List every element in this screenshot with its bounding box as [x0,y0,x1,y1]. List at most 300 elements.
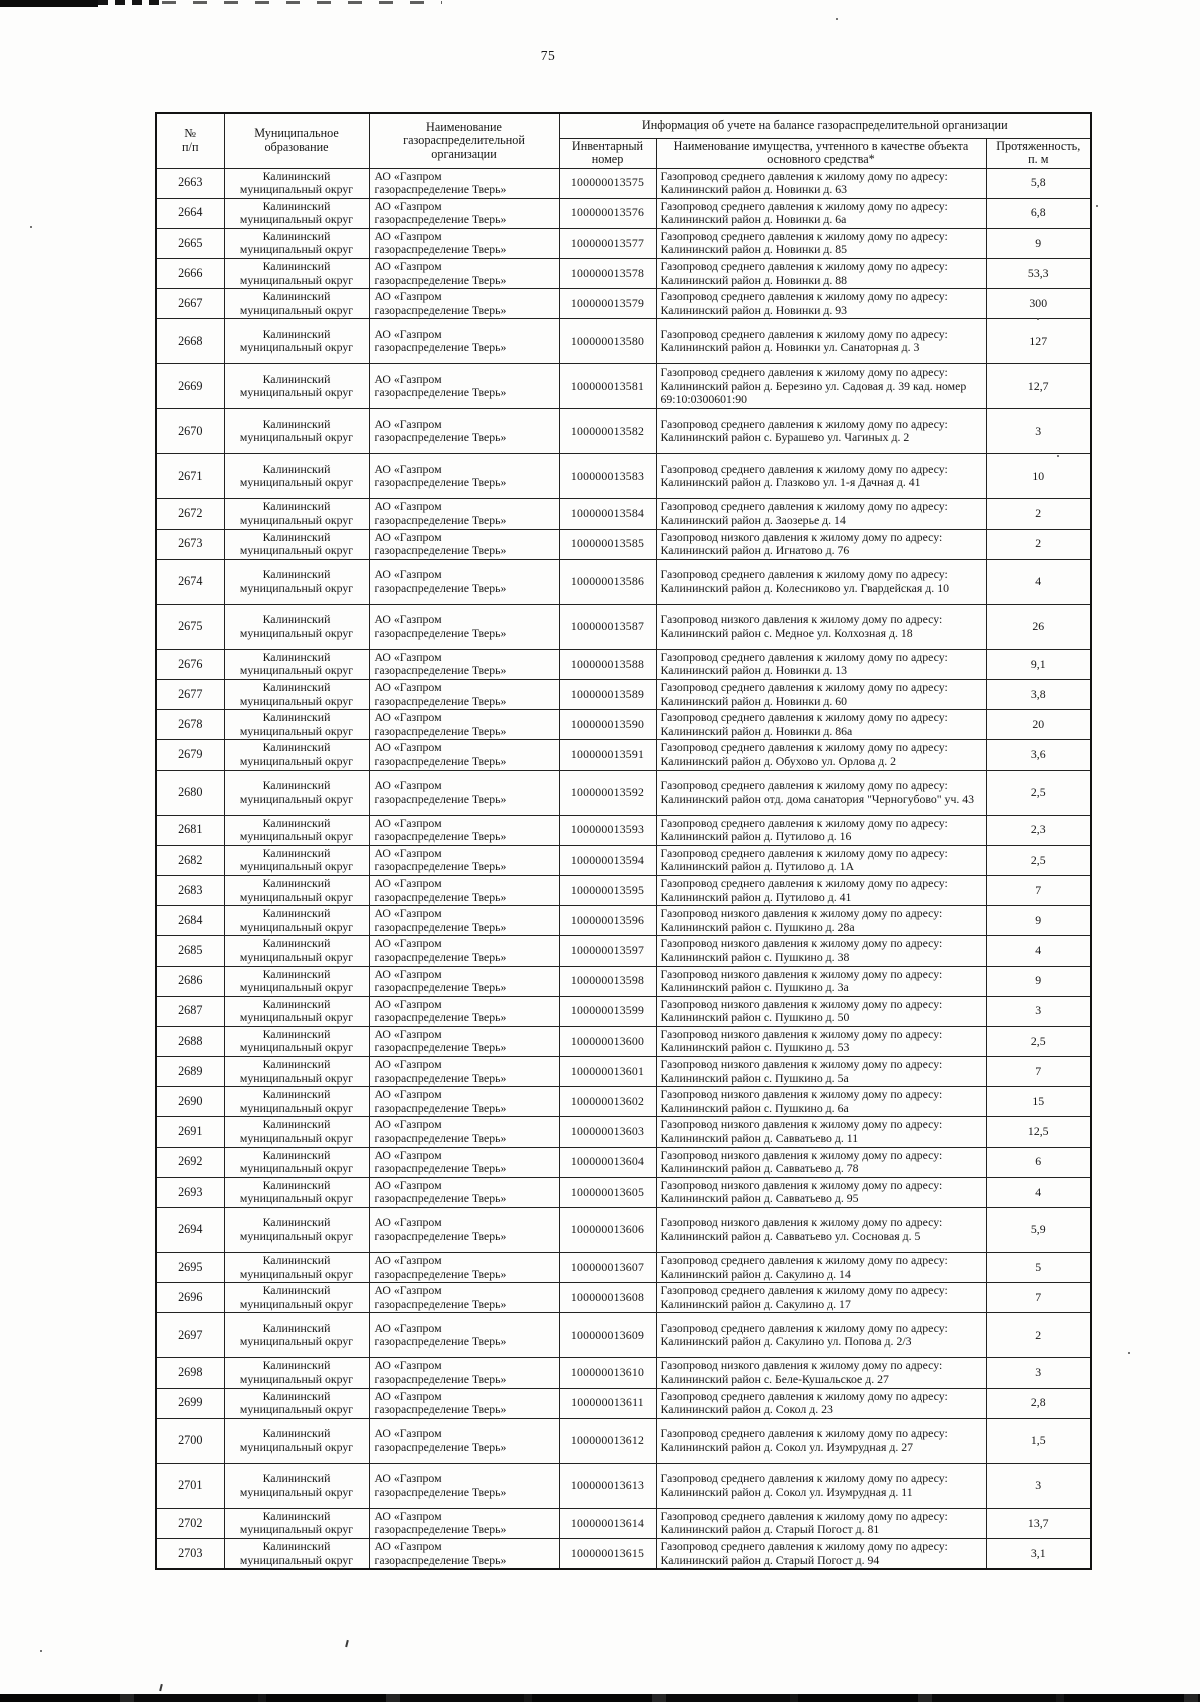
table-row [156,906,1091,936]
table-row [156,499,1091,529]
table-row [156,770,1091,815]
cell-organization [369,454,559,499]
municipality-text: Калининский муниципальный округ [239,567,354,595]
organization-text: АО «Газпром газораспределение Тверь» [374,845,507,874]
municipality-text: Калининский муниципальный округ [239,1358,354,1386]
scan-artifact-top-dashes [98,0,162,5]
organization-text: АО «Газпром газораспределение Тверь» [374,936,507,964]
cell-organization [369,1508,559,1538]
cell-inventory-number: 100000013579 [559,289,656,319]
municipality-text: Калининский муниципальный округ [239,1538,354,1567]
cell-inventory-number: 100000013591 [559,740,656,770]
cell-inventory-number: 100000013578 [559,259,656,289]
cell-municipality [224,680,369,710]
cell-municipality [224,1208,369,1253]
cell-organization [369,364,559,409]
organization-text: АО «Газпром газораспределение Тверь» [374,1283,507,1311]
municipality-text: Калининский муниципальный округ [239,906,354,934]
cell-property-name: Газопровод низкого давления к жилому дому по адресу: Калининский район с. Пушкино д. 5а [656,1057,986,1087]
cell-municipality [224,1087,369,1117]
cell-row-number: 2693 [156,1177,224,1207]
cell-organization [369,906,559,936]
cell-length: 3,6 [986,740,1091,770]
cell-municipality [224,168,369,198]
cell-property-name: Газопровод среднего давления к жилому дому по адресу: Калининский район с. Бурашево ул. Чагиных д. 2 [656,409,986,454]
organization-text: АО «Газпром газораспределение Тверь» [374,416,507,445]
cell-property-name: Газопровод низкого давления к жилому дому по адресу: Калининский район д. Савватьево д. 95 [656,1177,986,1207]
cell-organization [369,710,559,740]
cell-row-number: 2684 [156,906,224,936]
cell-length: 2,5 [986,1026,1091,1056]
organization-text: АО «Газпром газораспределение Тверь» [374,198,507,227]
cell-municipality [224,198,369,228]
cell-row-number: 2685 [156,936,224,966]
municipality-text: Калининский муниципальный округ [239,371,354,400]
cell-length: 3 [986,996,1091,1026]
cell-organization [369,740,559,770]
scan-speck [1057,455,1059,457]
cell-property-name: Газопровод среднего давления к жилому дому по адресу: Калининский район д. Новинки ул. Санаторная д. 3 [656,319,986,364]
municipality-text: Калининский муниципальный округ [239,461,354,490]
cell-length: 7 [986,1057,1091,1087]
cell-inventory-number: 100000013581 [559,364,656,409]
cell-municipality [224,1177,369,1207]
municipality-text: Калининский муниципальный округ [239,1253,354,1281]
cell-length: 13,7 [986,1508,1091,1538]
cell-row-number: 2696 [156,1283,224,1313]
col-header-num-line2: п/п [182,139,199,154]
municipality-text: Калининский муниципальный округ [239,259,354,287]
cell-inventory-number: 100000013613 [559,1463,656,1508]
cell-inventory-number: 100000013577 [559,228,656,258]
cell-length: 20 [986,710,1091,740]
cell-municipality [224,1253,369,1283]
table-row [156,1388,1091,1418]
municipality-text: Калининский муниципальный округ [239,1057,354,1085]
municipality-text: Калининский муниципальный округ [239,1215,354,1243]
table-row [156,364,1091,409]
col-header-property: Наименование имущества, учтенного в качестве объекта основного средства* [656,138,986,168]
cell-row-number: 2672 [156,499,224,529]
table-row [156,198,1091,228]
cell-property-name: Газопровод низкого давления к жилому дому по адресу: Калининский район с. Пушкино д. 38 [656,936,986,966]
cell-municipality [224,845,369,875]
cell-length: 2,3 [986,815,1091,845]
municipality-text: Калининский муниципальный округ [239,777,354,806]
cell-municipality [224,966,369,996]
municipality-text: Калининский муниципальный округ [239,936,354,964]
table-row [156,815,1091,845]
cell-inventory-number: 100000013585 [559,529,656,559]
col-header-length-line1: Протяженность, [996,138,1081,153]
cell-row-number: 2683 [156,875,224,905]
cell-row-number: 2666 [156,259,224,289]
table-row [156,845,1091,875]
cell-property-name: Газопровод среднего давления к жилому дому по адресу: Калининский район д. Новинки д. 63 [656,168,986,198]
table-row [156,1418,1091,1463]
cell-property-name: Газопровод среднего давления к жилому дому по адресу: Калининский район д. Путилово д. 16 [656,815,986,845]
cell-municipality [224,815,369,845]
cell-length: 9 [986,906,1091,936]
cell-property-name: Газопровод среднего давления к жилому дому по адресу: Калининский район д. Сокол ул. Изумрудная д. 11 [656,1463,986,1508]
table-row [156,1177,1091,1207]
cell-row-number: 2692 [156,1147,224,1177]
cell-municipality [224,1117,369,1147]
cell-organization [369,499,559,529]
cell-row-number: 2701 [156,1463,224,1508]
table-row [156,1463,1091,1508]
cell-organization [369,1177,559,1207]
cell-row-number: 2694 [156,1208,224,1253]
cell-length: 9 [986,228,1091,258]
cell-row-number: 2668 [156,319,224,364]
cell-inventory-number: 100000013596 [559,906,656,936]
organization-text: АО «Газпром газораспределение Тверь» [374,1026,507,1055]
cell-organization [369,1208,559,1253]
table-row [156,289,1091,319]
cell-row-number: 2702 [156,1508,224,1538]
cell-row-number: 2678 [156,710,224,740]
cell-row-number: 2664 [156,198,224,228]
cell-municipality [224,906,369,936]
cell-municipality [224,1313,369,1358]
table-row [156,529,1091,559]
cell-property-name: Газопровод низкого давления к жилому дому по адресу: Калининский район с. Пушкино д. 50 [656,996,986,1026]
cell-row-number: 2700 [156,1418,224,1463]
cell-inventory-number: 100000013595 [559,875,656,905]
cell-property-name: Газопровод среднего давления к жилому дому по адресу: Калининский район д. Новинки д. 93 [656,289,986,319]
table-row [156,559,1091,604]
page-number: 75 [540,48,556,63]
cell-organization [369,1313,559,1358]
cell-row-number: 2671 [156,454,224,499]
cell-municipality [224,1057,369,1087]
organization-text: АО «Газпром газораспределение Тверь» [374,1358,507,1386]
organization-text: АО «Газпром газораспределение Тверь» [374,1177,507,1206]
cell-property-name: Газопровод среднего давления к жилому дому по адресу: Калининский район д. Заозерье д. 14 [656,499,986,529]
cell-inventory-number: 100000013598 [559,966,656,996]
table-body [156,168,1091,1569]
col-header-num-line1: № [184,126,197,141]
organization-text: АО «Газпром газораспределение Тверь» [374,1538,507,1567]
table-row [156,409,1091,454]
cell-inventory-number: 100000013611 [559,1388,656,1418]
cell-property-name: Газопровод среднего давления к жилому дому по адресу: Калининский район д. Старый Погост д. 81 [656,1508,986,1538]
cell-inventory-number: 100000013603 [559,1117,656,1147]
cell-municipality [224,289,369,319]
cell-municipality [224,1388,369,1418]
organization-text: АО «Газпром газораспределение Тверь» [374,966,507,995]
cell-organization [369,409,559,454]
cell-row-number: 2699 [156,1388,224,1418]
table-row [156,740,1091,770]
municipality-text: Калининский муниципальный округ [239,612,354,640]
table-row [156,168,1091,198]
cell-length: 1,5 [986,1418,1091,1463]
cell-length: 2,5 [986,770,1091,815]
cell-length: 5,9 [986,1208,1091,1253]
cell-row-number: 2677 [156,680,224,710]
organization-text: АО «Газпром газораспределение Тверь» [374,777,507,806]
cell-inventory-number: 100000013609 [559,1313,656,1358]
organization-text: АО «Газпром газораспределение Тверь» [374,567,507,595]
cell-organization [369,936,559,966]
table-row [156,710,1091,740]
table-row [156,649,1091,679]
organization-text: АО «Газпром газораспределение Тверь» [374,461,507,490]
municipality-text: Калининский муниципальный округ [239,289,354,317]
municipality-text: Калининский муниципальный округ [239,710,354,738]
cell-inventory-number: 100000013615 [559,1538,656,1569]
cell-row-number: 2687 [156,996,224,1026]
cell-property-name: Газопровод среднего давления к жилому дому по адресу: Калининский район д. Сокол ул. Изумрудная д. 27 [656,1418,986,1463]
scan-speck [40,1650,42,1652]
cell-inventory-number: 100000013600 [559,1026,656,1056]
scan-speck [1096,205,1098,207]
municipality-text: Калининский муниципальный округ [239,499,354,528]
cell-length: 5 [986,1253,1091,1283]
table-row [156,259,1091,289]
cell-organization [369,996,559,1026]
cell-inventory-number: 100000013576 [559,198,656,228]
cell-organization [369,1253,559,1283]
cell-length: 4 [986,936,1091,966]
organization-text: АО «Газпром газораспределение Тверь» [374,326,507,355]
cell-row-number: 2691 [156,1117,224,1147]
table-row [156,1026,1091,1056]
cell-length: 26 [986,604,1091,649]
table-row [156,1208,1091,1253]
municipality-text: Калининский муниципальный округ [239,529,354,558]
scan-slash-mark [345,1640,348,1647]
municipality-text: Калининский муниципальный округ [239,1426,354,1454]
cell-organization [369,1026,559,1056]
cell-length: 9 [986,966,1091,996]
cell-row-number: 2697 [156,1313,224,1358]
cell-length: 127 [986,319,1091,364]
cell-inventory-number: 100000013610 [559,1358,656,1388]
municipality-text: Калининский муниципальный округ [239,1320,354,1349]
organization-text: АО «Газпром газораспределение Тверь» [374,1117,507,1146]
cell-property-name: Газопровод среднего давления к жилому дому по адресу: Калининский район д. Новинки д. 6а [656,198,986,228]
cell-inventory-number: 100000013605 [559,1177,656,1207]
table-row [156,1087,1091,1117]
organization-text: АО «Газпром газораспределение Тверь» [374,289,507,317]
municipality-text: Калининский муниципальный округ [239,168,354,197]
cell-length: 2 [986,499,1091,529]
organization-text: АО «Газпром газораспределение Тверь» [374,906,507,934]
table-row [156,1057,1091,1087]
organization-text: АО «Газпром газораспределение Тверь» [374,168,507,197]
gas-assets-table [155,112,1092,1570]
organization-text: АО «Газпром газораспределение Тверь» [374,1147,507,1176]
organization-text: АО «Газпром газораспределение Тверь» [374,996,507,1025]
organization-text: АО «Газпром газораспределение Тверь» [374,710,507,738]
cell-municipality [224,1358,369,1388]
cell-length: 2,5 [986,845,1091,875]
municipality-text: Калининский муниципальный округ [239,845,354,874]
cell-property-name: Газопровод низкого давления к жилому дому по адресу: Калининский район с. Беле-Кушальское д. 27 [656,1358,986,1388]
cell-organization [369,966,559,996]
cell-organization [369,770,559,815]
organization-text: АО «Газпром газораспределение Тверь» [374,649,507,678]
cell-municipality [224,529,369,559]
cell-organization [369,289,559,319]
cell-length: 15 [986,1087,1091,1117]
cell-inventory-number: 100000013590 [559,710,656,740]
cell-length: 3,8 [986,680,1091,710]
cell-inventory-number: 100000013593 [559,815,656,845]
cell-property-name: Газопровод низкого давления к жилому дому по адресу: Калининский район с. Пушкино д. 53 [656,1026,986,1056]
cell-organization [369,259,559,289]
cell-organization [369,875,559,905]
cell-length: 12,5 [986,1117,1091,1147]
cell-organization [369,168,559,198]
cell-property-name: Газопровод среднего давления к жилому дому по адресу: Калининский район д. Сакулино д. 17 [656,1283,986,1313]
cell-municipality [224,1463,369,1508]
scan-artifact-top-band [0,0,98,7]
municipality-text: Калининский муниципальный округ [239,966,354,995]
organization-text: АО «Газпром газораспределение Тверь» [374,1471,507,1499]
cell-row-number: 2686 [156,966,224,996]
cell-row-number: 2663 [156,168,224,198]
table-row [156,228,1091,258]
municipality-text: Калининский муниципальный округ [239,740,354,768]
cell-row-number: 2695 [156,1253,224,1283]
table-row [156,1538,1091,1569]
col-header-inventory: Инвентарный номер [559,138,656,168]
cell-property-name: Газопровод среднего давления к жилому дому по адресу: Калининский район д. Обухово ул. Орлова д. 2 [656,740,986,770]
table-row [156,1147,1091,1177]
cell-row-number: 2675 [156,604,224,649]
cell-organization [369,680,559,710]
organization-text: АО «Газпром газораспределение Тверь» [374,1215,507,1243]
cell-organization [369,1147,559,1177]
organization-text: АО «Газпром газораспределение Тверь» [374,1426,507,1454]
cell-length: 6,8 [986,198,1091,228]
cell-organization [369,1538,559,1569]
cell-length: 3 [986,1358,1091,1388]
municipality-text: Калининский муниципальный округ [239,875,354,904]
cell-property-name: Газопровод среднего давления к жилому дому по адресу: Калининский район д. Колесниково ул. Гвардейская д. 10 [656,559,986,604]
organization-text: АО «Газпром газораспределение Тверь» [374,612,507,640]
organization-text: АО «Газпром газораспределение Тверь» [374,1508,507,1537]
cell-property-name: Газопровод низкого давления к жилому дому по адресу: Калининский район д. Савватьево д. 11 [656,1117,986,1147]
col-header-length [986,138,1091,168]
municipality-text: Калининский муниципальный округ [239,815,354,844]
cell-length: 10 [986,454,1091,499]
cell-length: 12,7 [986,364,1091,409]
cell-municipality [224,319,369,364]
municipality-text: Калининский муниципальный округ [239,1117,354,1146]
cell-length: 4 [986,559,1091,604]
cell-property-name: Газопровод среднего давления к жилому дому по адресу: Калининский район д. Новинки д. 85 [656,228,986,258]
cell-inventory-number: 100000013602 [559,1087,656,1117]
table-row [156,454,1091,499]
organization-text: АО «Газпром газораспределение Тверь» [374,1320,507,1349]
cell-row-number: 2698 [156,1358,224,1388]
cell-row-number: 2689 [156,1057,224,1087]
scan-artifact-top-dashes-faint [162,1,442,4]
cell-inventory-number: 100000013597 [559,936,656,966]
cell-inventory-number: 100000013599 [559,996,656,1026]
cell-municipality [224,604,369,649]
table-row [156,1117,1091,1147]
scan-slash-mark [159,1684,162,1691]
municipality-text: Калининский муниципальный округ [239,996,354,1025]
cell-inventory-number: 100000013606 [559,1208,656,1253]
cell-organization [369,604,559,649]
col-header-num [156,113,224,168]
cell-organization [369,815,559,845]
header-row-top [156,113,1091,138]
cell-inventory-number: 100000013607 [559,1253,656,1283]
cell-inventory-number: 100000013592 [559,770,656,815]
cell-organization [369,1283,559,1313]
cell-inventory-number: 100000013589 [559,680,656,710]
cell-municipality [224,996,369,1026]
cell-organization [369,1388,559,1418]
cell-property-name: Газопровод среднего давления к жилому дому по адресу: Калининский район д. Березино ул. Садовая д. 39 кад. номер 69:10:0300601:90 [656,364,986,409]
table-row [156,1253,1091,1283]
cell-organization [369,559,559,604]
cell-municipality [224,259,369,289]
municipality-text: Калининский муниципальный округ [239,228,354,257]
municipality-text: Калининский муниципальный округ [239,1283,354,1311]
organization-text: АО «Газпром газораспределение Тверь» [374,875,507,904]
cell-municipality [224,228,369,258]
cell-municipality [224,409,369,454]
cell-inventory-number: 100000013586 [559,559,656,604]
cell-inventory-number: 100000013614 [559,1508,656,1538]
scan-speck [1128,1352,1130,1354]
organization-text: АО «Газпром газораспределение Тверь» [374,680,507,708]
cell-inventory-number: 100000013575 [559,168,656,198]
cell-municipality [224,740,369,770]
table-row [156,936,1091,966]
scan-speck [836,18,838,20]
cell-inventory-number: 100000013608 [559,1283,656,1313]
cell-length: 9,1 [986,649,1091,679]
cell-organization [369,198,559,228]
municipality-text: Калининский муниципальный округ [239,680,354,708]
cell-property-name: Газопровод низкого давления к жилому дому по адресу: Калининский район с. Пушкино д. 6а [656,1087,986,1117]
cell-organization [369,1358,559,1388]
cell-row-number: 2669 [156,364,224,409]
col-header-municipality: Муниципальное образование [224,113,369,168]
municipality-text: Калининский муниципальный округ [239,1388,354,1417]
organization-text: АО «Газпром газораспределение Тверь» [374,499,507,528]
cell-organization [369,1087,559,1117]
table-row [156,1283,1091,1313]
municipality-text: Калининский муниципальный округ [239,1026,354,1055]
cell-inventory-number: 100000013580 [559,319,656,364]
organization-text: АО «Газпром газораспределение Тверь» [374,529,507,558]
cell-property-name: Газопровод низкого давления к жилому дому по адресу: Калининский район с. Пушкино д. 3а [656,966,986,996]
cell-row-number: 2680 [156,770,224,815]
cell-inventory-number: 100000013588 [559,649,656,679]
cell-organization [369,228,559,258]
cell-property-name: Газопровод низкого давления к жилому дому по адресу: Калининский район д. Савватьево ул. Сосновая д. 5 [656,1208,986,1253]
cell-inventory-number: 100000013587 [559,604,656,649]
municipality-text: Калининский муниципальный округ [239,326,354,355]
col-header-balance-group: Информация об учете на балансе газораспределительной организации [559,113,1091,138]
cell-organization [369,529,559,559]
organization-text: АО «Газпром газораспределение Тверь» [374,740,507,768]
cell-municipality [224,649,369,679]
cell-municipality [224,1283,369,1313]
municipality-text: Калининский муниципальный округ [239,1177,354,1206]
